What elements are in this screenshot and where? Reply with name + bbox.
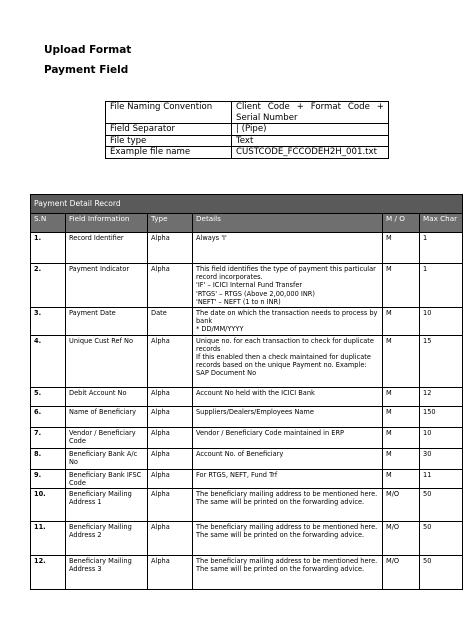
column-header-field: Field Information [66, 214, 148, 233]
row-type: Alpha [148, 448, 193, 469]
table-row [31, 427, 463, 448]
row-type: Alpha [148, 556, 193, 590]
row-mo: M [383, 406, 420, 427]
row-field-info: Beneficiary Mailing Address 2 [66, 522, 148, 556]
row-mo: M [383, 427, 420, 448]
row-max-char: 12 [420, 387, 463, 406]
row-max-char: 1 [420, 264, 463, 308]
row-type: Alpha [148, 387, 193, 406]
convention-label: File Naming Convention [106, 102, 232, 124]
table-row [31, 233, 463, 264]
row-details: Always 'I' [193, 233, 383, 264]
row-max-char: 10 [420, 308, 463, 336]
row-max-char: 50 [420, 556, 463, 590]
table-row [31, 264, 463, 308]
convention-row [106, 102, 389, 124]
row-max-char: 50 [420, 489, 463, 522]
table-row [31, 489, 463, 522]
table-row [31, 522, 463, 556]
row-max-char: 30 [420, 448, 463, 469]
table-row [31, 335, 463, 387]
column-header-sn: S.N [31, 214, 66, 233]
row-type: Alpha [148, 264, 193, 308]
row-field-info: Record Identifier [66, 233, 148, 264]
row-mo: M [383, 335, 420, 387]
row-max-char: 11 [420, 469, 463, 488]
table-row [31, 387, 463, 406]
convention-value: Client Code + Format Code + Serial Number [232, 102, 389, 124]
row-details: This field identifies the type of payment this particular record incorporates. 'IF' – ICICI Internal Fund Transfer 'RTGS' – RTGS (Above 2,00,000 INR) 'NEFT' – NEFT (1 to n INR) [193, 264, 383, 308]
row-max-char: 15 [420, 335, 463, 387]
row-details: Account No held with the ICICI Bank [193, 387, 383, 406]
row-field-info: Unique Cust Ref No [66, 335, 148, 387]
row-details: The beneficiary mailing address to be mentioned here. The same will be printed on the forwarding advice. [193, 522, 383, 556]
row-sn: 11. [31, 522, 66, 556]
column-header-max-char: Max Char [420, 214, 463, 233]
convention-row [106, 124, 389, 136]
row-max-char: 1 [420, 233, 463, 264]
row-sn: 7. [31, 427, 66, 448]
row-details: Unique no. for each transaction to check for duplicate records If this enabled then a check maintained for duplicate records based on the unique Payment no. Example: SAP Document No [193, 335, 383, 387]
row-sn: 6. [31, 406, 66, 427]
row-type: Alpha [148, 406, 193, 427]
column-header-details: Details [193, 214, 383, 233]
row-sn: 9. [31, 469, 66, 488]
row-field-info: Beneficiary Mailing Address 3 [66, 556, 148, 590]
row-mo: M [383, 448, 420, 469]
convention-label: Example file name [106, 147, 232, 159]
row-mo: M [383, 264, 420, 308]
convention-value: CUSTCODE_FCCODEH2H_001.txt [232, 147, 389, 159]
row-field-info: Payment Date [66, 308, 148, 336]
row-sn: 8. [31, 448, 66, 469]
convention-row [106, 135, 389, 147]
row-details: Suppliers/Dealers/Employees Name [193, 406, 383, 427]
row-field-info: Beneficiary Bank IFSC Code [66, 469, 148, 488]
row-sn: 2. [31, 264, 66, 308]
table-title: Payment Detail Record [31, 195, 463, 214]
row-details: The beneficiary mailing address to be mentioned here. The same will be printed on the forwarding advice. [193, 489, 383, 522]
row-field-info: Beneficiary Mailing Address 1 [66, 489, 148, 522]
row-field-info: Debit Account No [66, 387, 148, 406]
row-details: For RTGS, NEFT, Fund Trf [193, 469, 383, 488]
row-details: The date on which the transaction needs to process by bank * DD/MM/YYYY [193, 308, 383, 336]
row-type: Alpha [148, 489, 193, 522]
row-details: The beneficiary mailing address to be mentioned here. The same will be printed on the forwarding advice. [193, 556, 383, 590]
row-details: Account No. of Beneficiary [193, 448, 383, 469]
row-mo: M/O [383, 489, 420, 522]
payment-detail-table [30, 194, 463, 590]
convention-value: | (Pipe) [232, 124, 389, 136]
row-type: Date [148, 308, 193, 336]
column-header-type: Type [148, 214, 193, 233]
section-title: Payment Field [44, 64, 129, 76]
row-sn: 10. [31, 489, 66, 522]
row-mo: M/O [383, 556, 420, 590]
row-type: Alpha [148, 233, 193, 264]
file-convention-table [105, 101, 389, 159]
row-mo: M [383, 387, 420, 406]
row-mo: M/O [383, 522, 420, 556]
convention-label: File type [106, 135, 232, 147]
row-type: Alpha [148, 469, 193, 488]
table-row [31, 469, 463, 488]
row-mo: M [383, 233, 420, 264]
row-max-char: 50 [420, 522, 463, 556]
row-sn: 5. [31, 387, 66, 406]
row-mo: M [383, 469, 420, 488]
convention-value: Text [232, 135, 389, 147]
table-row [31, 406, 463, 427]
row-field-info: Payment Indicator [66, 264, 148, 308]
row-details: Vendor / Beneficiary Code maintained in ERP [193, 427, 383, 448]
convention-row [106, 147, 389, 159]
column-header-mo: M / O [383, 214, 420, 233]
row-sn: 4. [31, 335, 66, 387]
row-field-info: Vendor / Beneficiary Code [66, 427, 148, 448]
table-row [31, 556, 463, 590]
row-field-info: Name of Beneficiary [66, 406, 148, 427]
row-type: Alpha [148, 335, 193, 387]
row-max-char: 150 [420, 406, 463, 427]
table-row [31, 448, 463, 469]
row-sn: 1. [31, 233, 66, 264]
row-type: Alpha [148, 427, 193, 448]
row-max-char: 10 [420, 427, 463, 448]
table-row [31, 308, 463, 336]
page-title: Upload Format [44, 44, 132, 56]
row-type: Alpha [148, 522, 193, 556]
row-sn: 12. [31, 556, 66, 590]
row-mo: M [383, 308, 420, 336]
convention-label: Field Separator [106, 124, 232, 136]
row-field-info: Beneficiary Bank A/c No [66, 448, 148, 469]
row-sn: 3. [31, 308, 66, 336]
